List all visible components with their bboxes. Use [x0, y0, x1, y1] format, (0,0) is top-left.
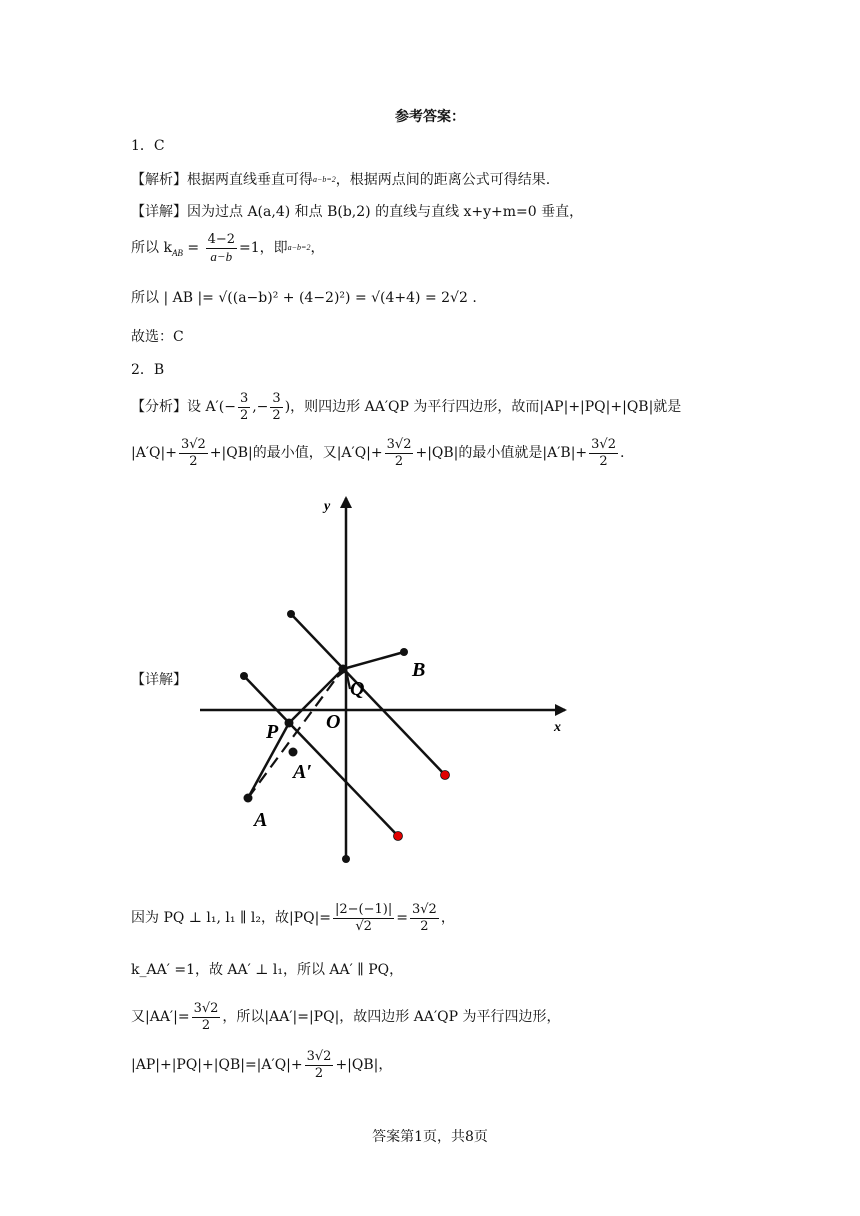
q1-slope-eq: = [187, 240, 200, 256]
q2-line4-frac [305, 1049, 334, 1082]
q2-line1-den: √2 [355, 918, 372, 934]
q2-line1-num2: 3√2 [411, 901, 437, 917]
page-footer: 答案第1页，共8页 [372, 1129, 488, 1145]
q2-line4-num: 3√2 [306, 1048, 332, 1064]
q2-analysis-2b: +|QB|的最小值，又|A′Q|+ [209, 445, 383, 461]
q2-frac-1-num: 3√2 [180, 436, 206, 452]
point-A [244, 794, 253, 803]
q1-slope-prefix: 所以 k [131, 240, 172, 256]
label-O: O [326, 711, 341, 733]
q2-frac-1 [179, 437, 208, 470]
point-P [285, 719, 294, 728]
q2-analysis-line1: 【分析】设 A′(− $\frac{3}{2}$ ,− $\frac{3}{2}$ )，则四边形 AA′QP 为平行四边形，故而|AP|+|PQ|+|QB|就是 [131, 390, 682, 423]
q2-analysis-2d: . [619, 445, 625, 461]
q2-line1-num: |2−(−1)| [335, 901, 393, 917]
q2-answer: 2．B [131, 362, 165, 378]
label-x: x [554, 720, 561, 735]
q2-detail-line3 [131, 995, 561, 1039]
point-Q [339, 665, 348, 674]
q2-detail-line4 [131, 1043, 392, 1087]
q2-line3-frac [192, 1001, 221, 1034]
q1-analysis [131, 170, 550, 190]
q2-line4a: |AP|+|PQ|+|QB|=|A′Q|+ [131, 1057, 303, 1073]
point-A-prime [289, 748, 298, 757]
q1-detail-line2 [131, 228, 324, 273]
line-l2 [291, 614, 445, 775]
point-B [400, 648, 408, 656]
q1-detail-line1 [131, 202, 583, 222]
q2-line1b: = [396, 910, 408, 926]
label-B: B [412, 659, 426, 681]
l2-red-point [441, 771, 450, 780]
q2-coord-y-num: 3 [272, 390, 281, 406]
segment-QB [343, 652, 404, 669]
q2-line3-den: 2 [201, 1017, 211, 1033]
page-title: 参考答案： [395, 109, 465, 125]
q2-line1a: 因为 PQ ⊥ l₁, l₁ ∥ l₂，故|PQ|= [131, 910, 332, 926]
q1-detail-tag: 【详解】 [131, 204, 187, 220]
q2-line1-frac1 [333, 902, 394, 935]
l2-end-point [287, 610, 295, 618]
label-Q: Q [350, 678, 365, 700]
q1-slope-result: =1，即 [239, 240, 288, 256]
q1-analysis-cond: a−b=2 [313, 175, 336, 184]
q2-line1c: ， [440, 910, 455, 926]
q2-detail-tag: 【详解】 [131, 672, 187, 688]
q2-analysis-1b: ，则四边形 AA′QP 为平行四边形，故而|AP|+|PQ|+|QB|就是 [290, 399, 682, 415]
q2-detail-line2: k_AA′ =1，故 AA′ ⊥ l₁，所以 AA′ ∥ PQ， [131, 962, 404, 978]
q2-detail-line1 [131, 895, 455, 941]
q2-coord-x-num: 3 [239, 390, 249, 406]
q1-analysis-text-b: ，根据两点间的距离公式可得结果. [335, 172, 551, 188]
q2-analysis-tag: 【分析】 [131, 399, 187, 415]
q2-frac-1-den: 2 [189, 453, 198, 469]
q2-coord-x [238, 391, 250, 424]
q2-frac-3-num: 3√2 [591, 436, 616, 452]
q1-answer: 1．C [131, 138, 165, 154]
q2-frac-2-den: 2 [394, 453, 404, 469]
q2-analysis-2a: |A′Q|+ [131, 445, 177, 461]
q1-slope-num: 4−2 [207, 231, 236, 247]
q2-line3b: ，所以|AA′|=|PQ|，故四边形 AA′QP 为平行四边形， [222, 1009, 561, 1025]
q2-frac-2-num: 3√2 [386, 436, 412, 452]
label-A: A [254, 809, 268, 831]
q2-frac-2 [385, 437, 414, 470]
q1-detail-text1: 因为过点 A(a,4) 和点 B(b,2) 的直线与直线 x+y+m=0 垂直， [187, 204, 584, 220]
q2-line3a: 又|AA′|= [131, 1009, 190, 1025]
axis-bottom-point [342, 855, 350, 863]
q1-slope-comma: ， [310, 240, 325, 256]
q1-detail-line3: 所以 | AB |= √((a−b)² + (4−2)²) = √(4+4) = 2√2 . [131, 290, 477, 306]
geometry-diagram [190, 490, 580, 870]
q1-slope-sub: AB [171, 247, 183, 258]
q2-line4-den: 2 [314, 1065, 324, 1081]
q1-choice: 故选：C [131, 329, 184, 345]
q2-coord-y-den: 2 [272, 407, 281, 423]
q2-line1-den2: 2 [420, 918, 429, 934]
q1-analysis-tag: 【解析】 [131, 172, 187, 188]
l1-end-point [240, 672, 248, 680]
q2-frac-3 [589, 437, 618, 470]
q2-line1-frac2 [410, 902, 439, 935]
q2-line4b: +|QB|， [335, 1057, 393, 1073]
q1-slope-den: a−b [210, 248, 233, 264]
q2-line3-num: 3√2 [193, 1000, 219, 1016]
q2-analysis-line2 [131, 432, 624, 474]
l1-red-point [394, 832, 403, 841]
q1-slope-fraction [206, 232, 237, 265]
q2-coord-x-den: 2 [239, 407, 249, 423]
q1-analysis-text-a: 根据两直线垂直可得 [187, 172, 313, 188]
q2-frac-3-den: 2 [599, 453, 608, 469]
q2-analysis-2c: +|QB|的最小值就是|A′B|+ [415, 445, 588, 461]
label-P: P [266, 721, 279, 743]
q2-coord-y [270, 391, 282, 424]
label-A-prime: A′ [293, 761, 312, 783]
q2-analysis-1a: 设 A′( [187, 399, 225, 415]
q1-slope-cond: a−b=2 [287, 243, 311, 252]
label-y: y [324, 499, 331, 514]
